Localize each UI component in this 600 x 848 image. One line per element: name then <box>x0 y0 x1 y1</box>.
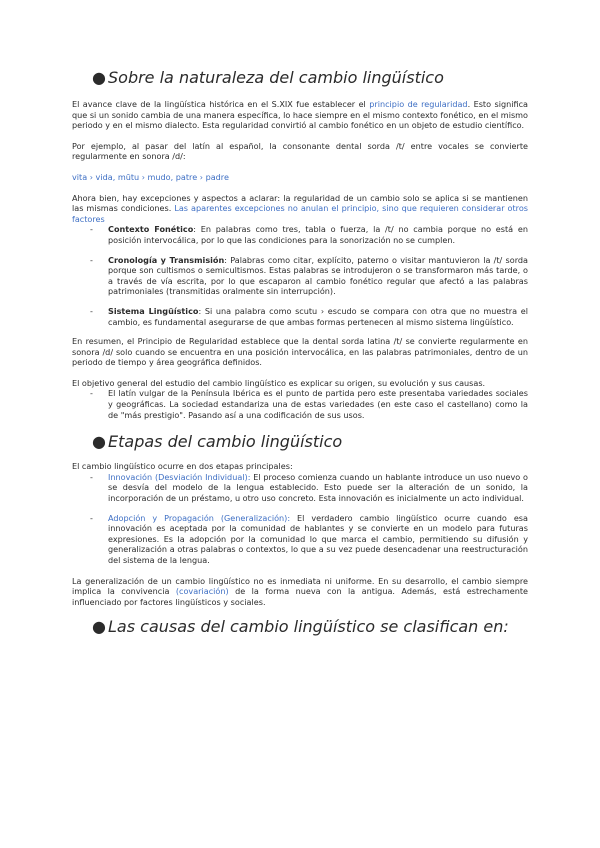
objetivo-list <box>72 388 528 420</box>
dash-mark: - <box>90 305 93 316</box>
list-item <box>72 388 528 420</box>
stages-list <box>72 472 528 566</box>
text-run: de la forma nueva con la antigua. Además, está estrechamente influenciado por factores lingüísticos y sociales. <box>72 586 528 607</box>
stage-title-link[interactable]: Innovación (Desviación Individual): <box>108 471 251 482</box>
paragraph-objetivo: El objetivo general del estudio del cambio lingüístico es explicar su origen, su evolución y sus causas. <box>72 377 486 388</box>
dash-mark: - <box>90 254 93 265</box>
item-title: Cronología y Transmisión <box>108 254 225 265</box>
text-run: . Esto significa que si un sonido cambia de una manera específica, lo hace siempre en el mismo contexto fonético, en el mismo periodo y en el mismo dialecto. Esta regularidad convirtió al cambio fonético en un objeto de estudio científico. <box>72 99 528 131</box>
item-text: El proceso comienza cuando un hablante introduce un uso nuevo o se desvía del modelo de la lengua establecido. Esto puede ser la alteración de un sonido, la incorporación de un préstamo, u otro uso concreto. Esta innovación es inicialmente un acto individual. <box>108 471 528 504</box>
paragraph-resumen: En resumen, el Principio de Regularidad establece que la dental sorda latina /t/ se convierte regularmente en sonora /d/ solo cuando se encuentra en una posición intervocálica, en las palabras patrimoniales, dentro de un periodo de tiempo y área geográfica definidos. <box>72 336 528 368</box>
dash-mark: - <box>90 388 93 399</box>
list-item <box>72 513 528 566</box>
paragraph-generalizacion <box>72 576 528 608</box>
item-text: El latín vulgar de la Península Ibérica es el punto de partida pero este presentaba variedades sociales y geográficas. La sociedad estandariza una de estas variedades (en este caso el castellano) como la de "más prestigio". Pasando así a una codificación de sus usos. <box>108 388 528 420</box>
heading-text: Las causas del cambio lingüístico se clasifican en: <box>108 617 509 637</box>
examples-line: vita › vida, mūtu › mudo, patre › padre <box>72 171 229 182</box>
list-item <box>72 255 528 297</box>
dash-mark: - <box>90 224 93 235</box>
paragraph-excepciones <box>72 193 528 225</box>
item-text: : Palabras como citar, explícito, paterno o visitar mantuvieron la /t/ sorda porque son cultismos o semicultismos. Estas palabras se introdujeron o se transformaron más tarde, o a través de vía escrita, por lo que escaparon al cambio fonético regular que afectó a las palabras patrimoniales (transmitidas oralmente sin interrupción). <box>108 254 528 297</box>
paragraph-etapas-intro: El cambio lingüístico ocurre en dos etapas principales: <box>72 461 293 472</box>
item-text: : Si una palabra como scutu › escudo se compara con otra que no muestra el cambio, es fundamental asegurarse de que ambas formas pertenecen al mismo sistema lingüístico. <box>108 305 528 327</box>
bullet-mark: ● <box>92 68 106 87</box>
text-run: El avance clave de la lingüística histórica en el S.XIX fue establecer el <box>72 99 370 109</box>
heading-text: Sobre la naturaleza del cambio lingüístico <box>108 68 444 87</box>
dash-mark: - <box>90 512 93 523</box>
bullet-mark: ● <box>92 432 106 452</box>
stage-title-link[interactable]: Adopción y Propagación (Generalización): <box>108 512 291 523</box>
paragraph-regularidad <box>72 99 528 131</box>
item-text: : En palabras como tres, tabla o fuerza, la /t/ no cambia porque no está en posición intervocálica, por lo que las condiciones para la sonorización no se cumplen. <box>108 224 528 245</box>
heading-text: Etapas del cambio lingüístico <box>108 432 343 452</box>
item-title: Contexto Fonético <box>108 224 194 235</box>
section-heading-naturaleza <box>92 68 528 87</box>
highlight-text: Las aparentes excepciones no anulan el principio, sino que requieren considerar otros factores <box>72 203 528 224</box>
factors-list <box>72 224 528 327</box>
covariacion-link[interactable]: (covariación) <box>175 586 229 597</box>
list-item <box>72 224 528 245</box>
paragraph-ejemplo: Por ejemplo, al pasar del latín al español, la consonante dental sorda /t/ entre vocales se convierte regularmente en sonora /d/: <box>72 140 528 162</box>
item-text: El verdadero cambio lingüístico ocurre cuando esa innovación es aceptada por la comunidad de hablantes y se convierte en un modelo para futuras expresiones. Es la adopción por la comunidad lo que marca el cambio, permitiendo su difusión y generalización a otras palabras o contextos, lo que a su vez puede desencadenar una reestructuración del sistema de la lengua. <box>108 512 528 565</box>
text-run: Ahora bien, hay excepciones y aspectos a aclarar: la regularidad de un cambio solo se aplica si se mantienen las mismas condiciones. <box>72 192 528 214</box>
bullet-mark: ● <box>92 617 106 637</box>
item-title: Sistema Lingüístico <box>108 305 199 316</box>
text-run: La generalización de un cambio lingüístico no es inmediata ni uniforme. En su desarrollo, el cambio siempre implica la convivencia <box>72 575 528 597</box>
regularidad-link[interactable]: principio de regularidad <box>369 99 468 109</box>
list-item <box>72 306 528 327</box>
section-heading-causas <box>92 617 528 636</box>
list-item <box>72 472 528 504</box>
section-heading-etapas <box>92 432 528 451</box>
dash-mark: - <box>90 471 93 482</box>
